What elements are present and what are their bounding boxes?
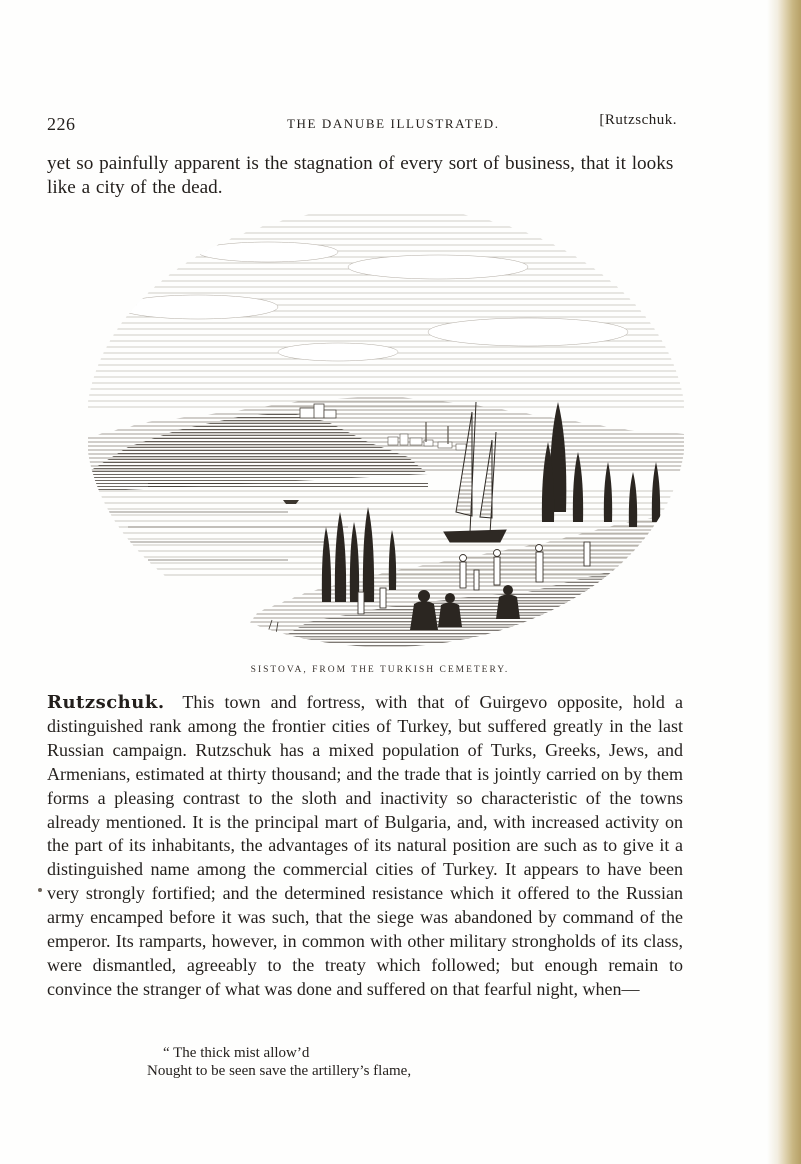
verse-quotation [147,1044,667,1080]
opening-line-1: yet so painfully apparent is the stagnation of every sort of business, that it looks [47,153,674,174]
gutter-shadow [767,0,777,1164]
running-head [47,110,677,134]
engraving-illustration [88,212,684,658]
page-edge [777,0,801,1164]
verse-line-2: Nought to be seen save the artillery’s flame, [147,1063,412,1079]
body-paragraph: This town and fortress, with that of Guirgevo opposite, hold a distinguished rank among the frontier cities of Turkey, but suffered greatly in the last Russian campaign. Rutzschuk has a mixed population of Turks, Greeks, Jews, and Armenians, estimated at thirty thousand; and the trade that is jointly carried on by them forms a pleasing contrast to the sloth and inactivity so characteristic of the towns already mentioned. It is the principal mart of Bulgaria, and, with increased activity on the part of its inhabitants, the advantages of its natural position are such as to give it a distinguished name among the commercial cities of Turkey. It appears to have been very strongly fortified; and the determined resistance which it offered to the Russian army encamped before it was such, that the siege was abandoned by command of the emperor. Its ramparts, however, in common with other military strongholds of its class, were dismantled, agreeably to the treaty which followed; but enough remain to convince the stranger of what was done and suffered on that fearful night, when— [47,692,683,999]
engraving-drawing [88,212,684,658]
printing-speck [38,888,42,892]
verse-line-1: “ The thick mist allow’d [163,1045,310,1061]
running-title: THE DANUBE ILLUSTRATED. [287,116,500,131]
body-text [47,691,683,1002]
quay [148,482,428,488]
opening-text [47,152,683,200]
running-section-label: [Rutzschuk. [599,112,677,128]
illustration-caption: SISTOVA, FROM THE TURKISH CEMETERY. [250,665,510,675]
section-heading: Rutzschuk. [47,692,165,713]
page-number: 226 [47,114,76,134]
opening-line-2: like a city of the dead. [47,177,223,198]
